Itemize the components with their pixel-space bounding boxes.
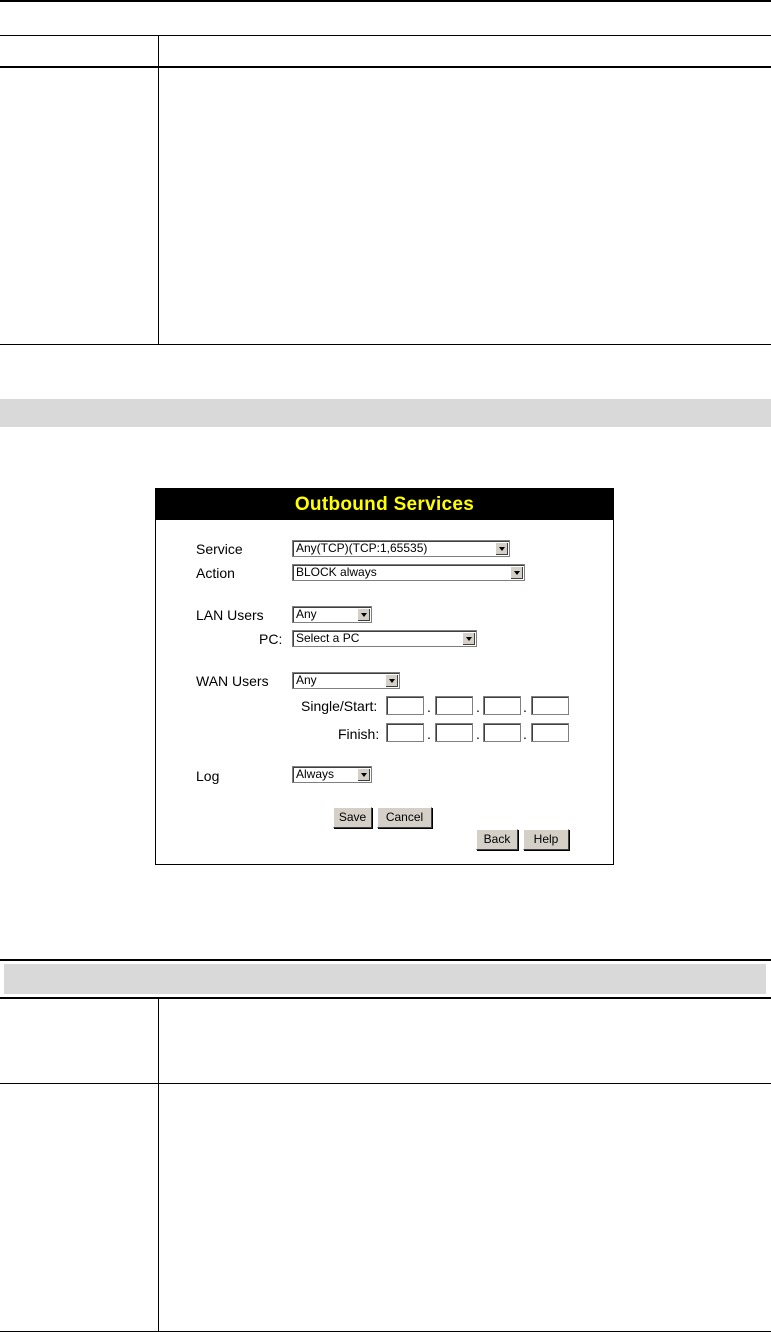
bottom-table-header xyxy=(0,961,771,997)
ip-dot: . xyxy=(523,699,527,715)
table-header-rule xyxy=(0,35,771,36)
section-heading-bar xyxy=(0,399,771,427)
log-select[interactable]: Always xyxy=(292,766,372,783)
service-select[interactable]: Any(TCP)(TCP:1,65535) xyxy=(292,540,510,557)
bottom-table-header-rule xyxy=(0,997,771,999)
wan-users-select[interactable]: Any xyxy=(292,672,400,689)
ip-dot: . xyxy=(427,726,431,742)
service-label: Service xyxy=(196,541,243,557)
back-button[interactable]: Back xyxy=(476,829,518,850)
table-column-divider xyxy=(158,35,159,345)
chevron-down-icon xyxy=(510,566,523,579)
chevron-down-icon xyxy=(357,608,370,621)
chevron-down-icon xyxy=(385,674,398,687)
lan-users-label: LAN Users xyxy=(196,607,264,623)
log-label: Log xyxy=(196,768,220,784)
outbound-services-panel xyxy=(155,488,614,865)
panel-title: Outbound Services xyxy=(156,489,613,520)
finish-ip-octet-3[interactable] xyxy=(483,723,521,742)
top-rule xyxy=(0,0,771,2)
bottom-table-header-shade xyxy=(4,964,766,994)
ip-dot: . xyxy=(476,726,480,742)
ip-dot: . xyxy=(476,699,480,715)
ip-dot: . xyxy=(523,726,527,742)
chevron-down-icon xyxy=(462,632,475,645)
table-header-bottom-rule xyxy=(0,66,771,68)
bottom-table-row-rule xyxy=(0,1083,771,1084)
chevron-down-icon xyxy=(357,768,370,781)
bottom-table-column-divider xyxy=(158,997,159,1332)
single-start-ip-octet-4[interactable] xyxy=(531,696,569,715)
single-start-ip-octet-3[interactable] xyxy=(483,696,521,715)
wan-users-label: WAN Users xyxy=(196,673,269,689)
pc-select[interactable]: Select a PC xyxy=(292,630,477,647)
pc-label: PC: xyxy=(259,631,283,647)
finish-ip-octet-2[interactable] xyxy=(435,723,473,742)
save-button[interactable]: Save xyxy=(333,807,372,828)
chevron-down-icon xyxy=(495,542,508,555)
finish-ip-octet-4[interactable] xyxy=(531,723,569,742)
single-start-ip-octet-2[interactable] xyxy=(435,696,473,715)
cancel-button[interactable]: Cancel xyxy=(377,807,432,828)
ip-dot: . xyxy=(427,699,431,715)
lan-users-select[interactable]: Any xyxy=(292,606,372,623)
table-bottom-rule xyxy=(0,344,771,345)
finish-ip-octet-1[interactable] xyxy=(386,723,424,742)
action-select[interactable]: BLOCK always xyxy=(292,564,525,581)
finish-label: Finish: xyxy=(338,726,380,742)
single-start-label: Single/Start: xyxy=(301,698,378,714)
single-start-ip-octet-1[interactable] xyxy=(386,696,424,715)
help-button[interactable]: Help xyxy=(523,829,569,850)
action-label: Action xyxy=(196,565,235,581)
